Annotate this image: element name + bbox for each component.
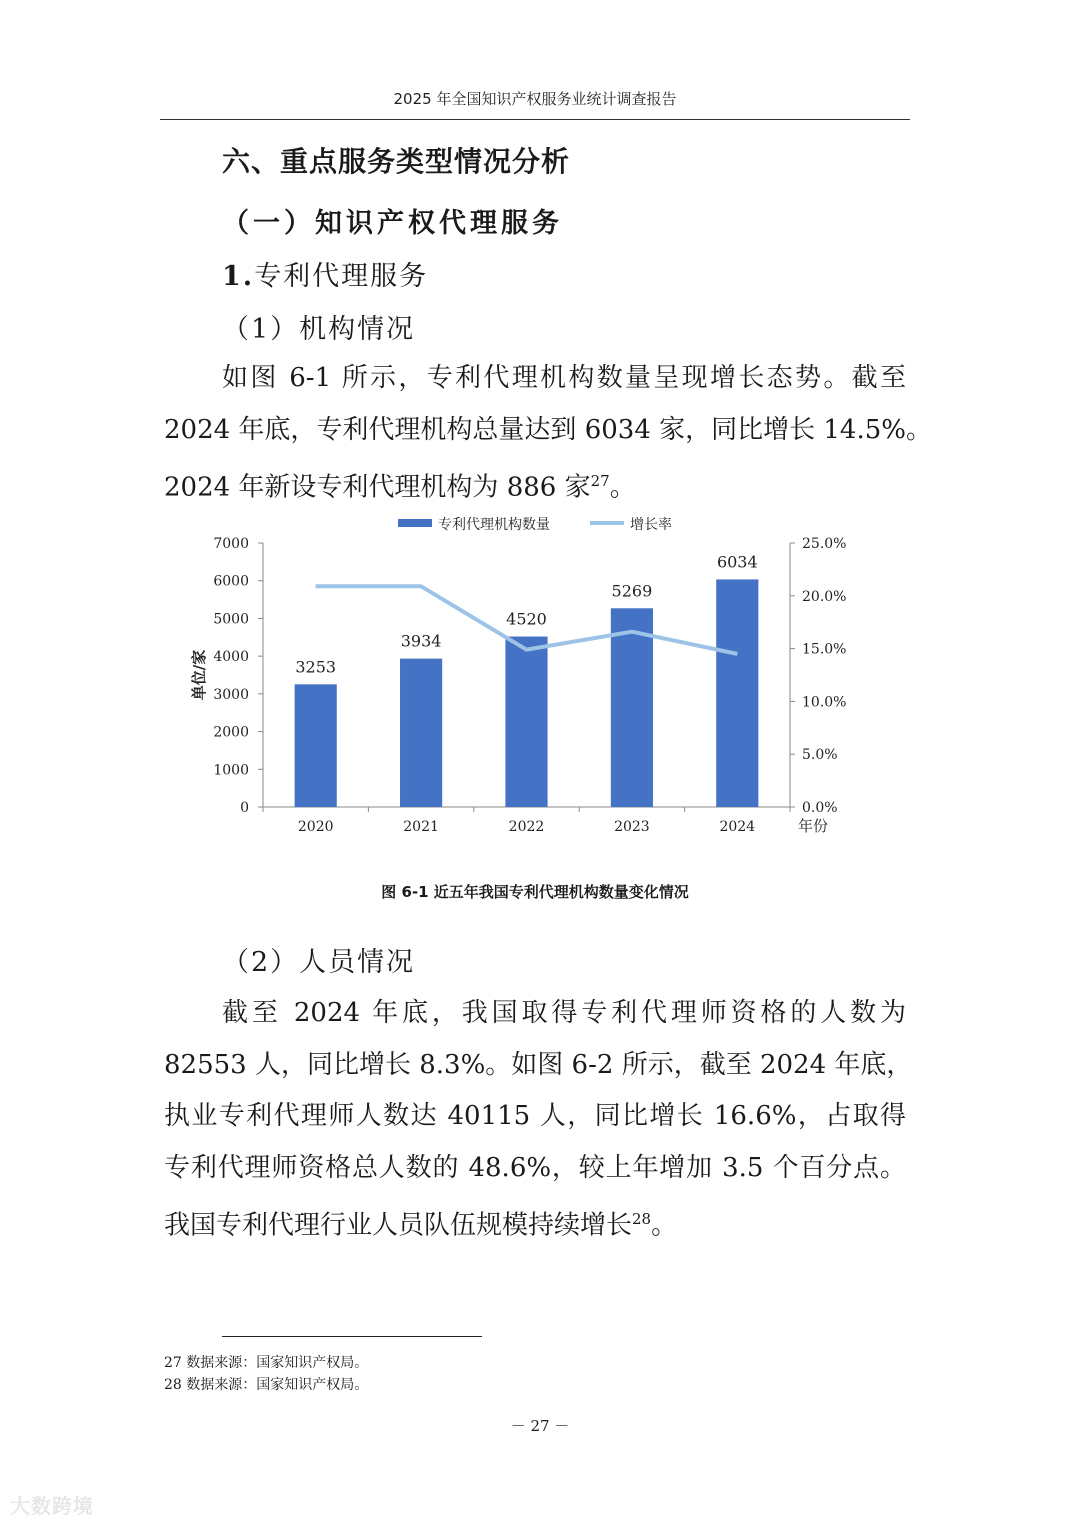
bar-line-chart bbox=[160, 510, 920, 850]
line-text: 2024 年新设专利代理机构为 886 家 bbox=[164, 472, 591, 503]
footnote-27: 27 数据来源：国家知识产权局。 bbox=[164, 1355, 369, 1371]
heading-number: 1. bbox=[222, 261, 255, 292]
y2-tick-label: 0.0% bbox=[802, 800, 838, 816]
y-tick-label: 4000 bbox=[213, 649, 249, 666]
x-tick-label: 2021 bbox=[403, 819, 439, 835]
paragraph-line: 82553 人，同比增长 8.3%。如图 6-2 所示，截至 2024 年底， bbox=[164, 1049, 913, 1080]
bar-value-label: 6034 bbox=[716, 552, 758, 572]
paragraph-line bbox=[164, 1194, 906, 1252]
growth-rate-point bbox=[315, 586, 316, 587]
y-tick-label: 3000 bbox=[213, 686, 249, 703]
growth-rate-point bbox=[631, 631, 632, 632]
bar-value-label: 5269 bbox=[611, 581, 653, 601]
growth-rate-point bbox=[737, 653, 738, 654]
paragraph-line bbox=[164, 456, 906, 514]
y-tick-label: 7000 bbox=[213, 536, 249, 552]
growth-rate-point bbox=[526, 649, 527, 650]
y-tick-label: 0 bbox=[240, 800, 249, 816]
running-header: 2025 年全国知识产权服务业统计调查报告 bbox=[393, 90, 677, 108]
y2-tick-label: 5.0% bbox=[802, 747, 838, 764]
growth-rate-point bbox=[421, 586, 422, 587]
bar-value-label: 3253 bbox=[295, 657, 337, 677]
paragraph-line: 执业专利代理师人数达 40115 人，同比增长 16.6%，占取得 bbox=[164, 1101, 906, 1131]
subsection-heading: （一）知识产权代理服务 bbox=[222, 208, 563, 239]
legend-label-bars: 专利代理机构数量 bbox=[438, 517, 550, 533]
section-heading: 六、重点服务类型情况分析 bbox=[222, 145, 571, 178]
bar-value-label: 4520 bbox=[506, 609, 547, 629]
footnote-ref: 27 bbox=[590, 472, 610, 490]
heading-text: 专利代理服务 bbox=[254, 261, 429, 292]
legend-label-line: 增长率 bbox=[630, 517, 672, 533]
paragraph-line: 截至 2024 年底，我国取得专利代理师资格的人数为 bbox=[222, 998, 906, 1028]
y-axis-title: 单位/家 bbox=[190, 649, 208, 701]
body-paragraph-1 bbox=[164, 353, 932, 514]
y-tick-label: 2000 bbox=[213, 724, 249, 741]
watermark-logo: 大数跨境 bbox=[10, 1494, 94, 1518]
header-rule bbox=[160, 119, 910, 120]
y2-tick-label: 20.0% bbox=[802, 588, 847, 605]
bar bbox=[295, 684, 337, 807]
y2-tick-label: 10.0% bbox=[802, 694, 847, 711]
line-text: 我国专利代理行业人员队伍规模持续增长 bbox=[164, 1210, 633, 1241]
line-end: 。 bbox=[609, 472, 636, 503]
paragraph-line: 专利代理师资格总人数的 48.6%，较上年增加 3.5 个百分点。 bbox=[164, 1152, 906, 1183]
bar bbox=[716, 579, 758, 807]
sub-subsection-heading bbox=[222, 254, 428, 293]
footnote-ref: 28 bbox=[632, 1210, 652, 1228]
paragraph-heading-institutions: （1）机构情况 bbox=[222, 314, 416, 345]
bar bbox=[611, 608, 653, 807]
paragraph-line: 2024 年底，专利代理机构总量达到 6034 家，同比增长 14.5%。 bbox=[164, 414, 932, 445]
paragraph-line: 如图 6-1 所示，专利代理机构数量呈现增长态势。截至 bbox=[222, 363, 906, 393]
footnote-28: 28 数据来源：国家知识产权局。 bbox=[164, 1377, 369, 1393]
chart-legend bbox=[398, 516, 672, 533]
x-tick-label: 2023 bbox=[614, 819, 650, 835]
y2-tick-label: 25.0% bbox=[802, 536, 847, 552]
paragraph-heading-personnel: （2）人员情况 bbox=[222, 947, 416, 978]
x-tick-label: 2024 bbox=[719, 819, 756, 835]
y2-tick-label: 15.0% bbox=[802, 641, 847, 658]
line-end: 。 bbox=[651, 1210, 678, 1241]
legend-bar-swatch bbox=[398, 519, 432, 527]
y-tick-label: 5000 bbox=[213, 611, 249, 628]
figure-caption: 图 6-1 近五年我国专利代理机构数量变化情况 bbox=[381, 883, 689, 901]
x-tick-label: 2020 bbox=[297, 819, 334, 835]
footnote-rule bbox=[222, 1336, 482, 1337]
bar bbox=[400, 659, 442, 807]
x-tick-label: 2022 bbox=[508, 819, 545, 835]
page-number: － 27 － bbox=[510, 1417, 570, 1435]
bar bbox=[505, 637, 547, 807]
bar-value-label: 3934 bbox=[400, 631, 442, 651]
x-axis-title: 年份 bbox=[798, 817, 829, 835]
body-paragraph-2 bbox=[164, 988, 913, 1252]
y-tick-label: 6000 bbox=[213, 573, 249, 590]
y-tick-label: 1000 bbox=[213, 762, 249, 779]
